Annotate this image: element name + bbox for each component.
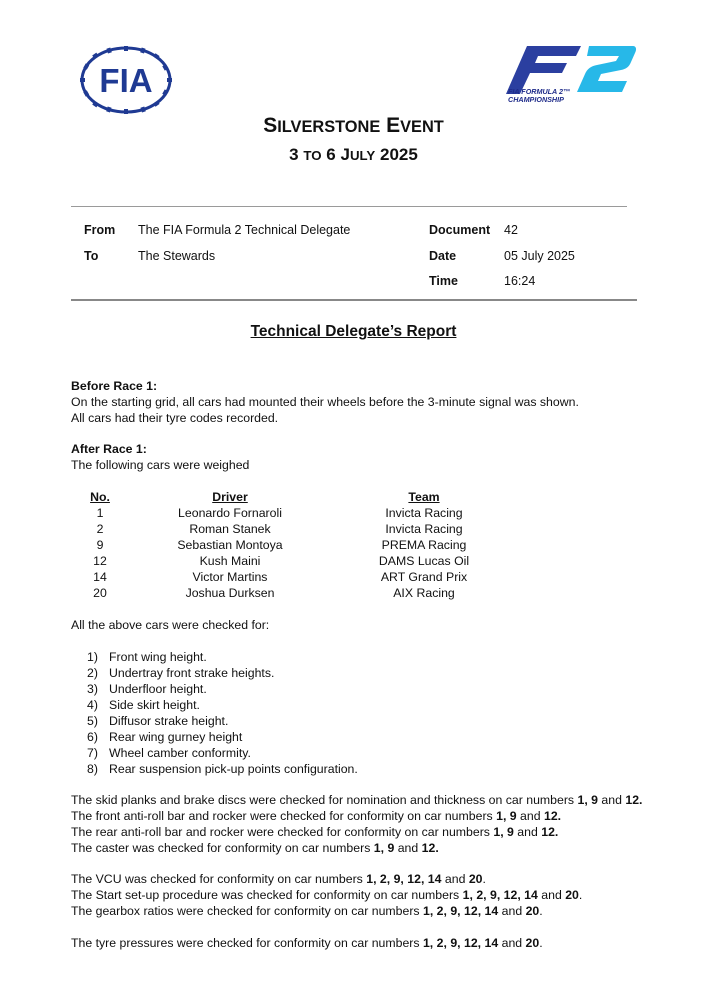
line-text: . xyxy=(539,936,543,950)
line-text: The front anti-roll bar and rocker were checked for conformity on car numbers xyxy=(71,809,497,823)
date-label: Date xyxy=(429,249,457,263)
team-name: PREMA Racing xyxy=(381,538,467,552)
event-dates-part: 6 xyxy=(326,145,336,164)
event-dates-part: ULY xyxy=(349,148,376,163)
report-line xyxy=(71,809,561,823)
list-item xyxy=(87,666,274,680)
report-line xyxy=(71,841,439,855)
event-dates-part: TO xyxy=(303,148,322,163)
from-label: From xyxy=(84,223,116,237)
fia-logo-icon xyxy=(80,46,172,114)
date-value: 05 July 2025 xyxy=(504,249,575,263)
car-numbers: 1, 9 xyxy=(577,793,598,807)
car-number: 9 xyxy=(96,538,104,552)
driver-name: Joshua Durksen xyxy=(185,586,275,600)
list-number: 7) xyxy=(87,746,98,760)
list-number: 3) xyxy=(87,682,98,696)
event-title xyxy=(0,114,707,138)
car-number: 12 xyxy=(93,554,107,568)
team-name: AIX Racing xyxy=(393,586,455,600)
driver-name: Leonardo Fornaroli xyxy=(178,506,282,520)
after-race-heading: After Race 1: xyxy=(71,442,147,456)
line-text: and xyxy=(513,825,542,839)
car-numbers: 1, 9 xyxy=(496,809,517,823)
event-title-part: VENT xyxy=(400,118,444,136)
report-line xyxy=(71,888,582,902)
list-number: 4) xyxy=(87,698,98,712)
list-number: 8) xyxy=(87,762,98,776)
team-name: DAMS Lucas Oil xyxy=(378,554,470,568)
list-text: Undertray front strake heights. xyxy=(109,666,275,680)
table-header-team: Team xyxy=(408,490,440,504)
car-numbers: 20 xyxy=(565,888,579,902)
driver-name: Roman Stanek xyxy=(189,522,271,536)
time-label: Time xyxy=(429,274,458,288)
to-label: To xyxy=(84,249,99,263)
list-text: Front wing height. xyxy=(109,650,207,664)
header-divider-bottom xyxy=(71,299,637,301)
event-dates xyxy=(0,145,707,165)
after-race-intro: The following cars were weighed xyxy=(71,458,250,472)
car-numbers: 20 xyxy=(525,936,540,950)
line-text: and xyxy=(498,904,526,918)
line-text: The gearbox ratios were checked for conformity on car numbers xyxy=(71,904,423,918)
report-line xyxy=(71,825,558,839)
line-text: and xyxy=(441,872,469,886)
table-header-no: No. xyxy=(90,490,110,504)
list-item xyxy=(87,714,228,728)
report-title: Technical Delegate’s Report xyxy=(250,323,457,340)
team-name: ART Grand Prix xyxy=(380,570,468,584)
report-line xyxy=(71,793,642,807)
report-line xyxy=(71,936,543,950)
list-text: Side skirt height. xyxy=(109,698,200,712)
f2-logo-sub-line1: FIA FORMULA 2™ xyxy=(508,87,571,96)
before-race-heading: Before Race 1: xyxy=(71,379,158,393)
event-dates-part: 3 xyxy=(289,145,299,164)
list-number: 5) xyxy=(87,714,98,728)
event-title-part: E xyxy=(386,114,401,137)
list-item xyxy=(87,730,242,744)
report-line xyxy=(71,872,486,886)
list-number: 2) xyxy=(87,666,98,680)
line-text: . xyxy=(539,904,543,918)
car-number: 14 xyxy=(93,570,107,584)
list-text: Diffusor strake height. xyxy=(109,714,229,728)
car-number: 2 xyxy=(96,522,104,536)
list-number: 1) xyxy=(87,650,98,664)
before-race-line: All cars had their tyre codes recorded. xyxy=(71,411,279,425)
line-text: The caster was checked for conformity on car numbers xyxy=(71,841,374,855)
event-dates-part: 2025 xyxy=(379,145,418,164)
driver-name: Sebastian Montoya xyxy=(177,538,283,552)
car-numbers: 12. xyxy=(421,841,439,855)
list-text: Underfloor height. xyxy=(109,682,207,696)
header-divider-top xyxy=(71,206,627,207)
checked-intro: All the above cars were checked for: xyxy=(71,618,270,632)
driver-name: Victor Martins xyxy=(192,570,268,584)
list-item xyxy=(87,650,207,664)
list-text: Rear suspension pick-up points configuration. xyxy=(109,762,358,776)
car-number: 1 xyxy=(96,506,104,520)
f2-logo-subtitle xyxy=(508,88,628,104)
line-text: and xyxy=(598,793,626,807)
team-name: Invicta Racing xyxy=(385,506,463,520)
list-item xyxy=(87,698,200,712)
event-title-part: S xyxy=(263,114,278,137)
car-number: 20 xyxy=(93,586,107,600)
team-name: Invicta Racing xyxy=(385,522,463,536)
document-label: Document xyxy=(429,223,491,237)
driver-name: Kush Maini xyxy=(199,554,261,568)
line-text: The rear anti-roll bar and rocker were checked for conformity on car numbers xyxy=(71,825,494,839)
list-text: Rear wing gurney height xyxy=(109,730,243,744)
line-text: and xyxy=(516,809,544,823)
list-text: Wheel camber conformity. xyxy=(109,746,251,760)
car-numbers: 12. xyxy=(625,793,643,807)
f2-logo-sub-line2: CHAMPIONSHIP xyxy=(508,95,564,104)
car-numbers: 12. xyxy=(543,809,562,823)
time-value: 16:24 xyxy=(504,274,536,288)
event-dates-part: J xyxy=(340,145,350,164)
list-item xyxy=(87,682,207,696)
car-numbers: 1, 9 xyxy=(493,825,514,839)
report-line xyxy=(71,904,543,918)
line-text: The tyre pressures were checked for conformity on car numbers xyxy=(71,936,423,950)
car-numbers: 1, 9 xyxy=(373,841,395,855)
from-value: The FIA Formula 2 Technical Delegate xyxy=(138,223,351,237)
list-item xyxy=(87,762,358,776)
line-text: The skid planks and brake discs were checked for nomination and thickness on car numbers xyxy=(71,793,578,807)
line-text: and xyxy=(537,888,566,902)
car-numbers: 1, 2, 9, 12, 14 xyxy=(462,888,538,902)
car-numbers: 1, 2, 9, 12, 14 xyxy=(422,936,499,950)
before-race-line: On the starting grid, all cars had mounted their wheels before the 3-minute signal was shown. xyxy=(71,395,579,409)
list-item xyxy=(87,746,251,760)
line-text: . xyxy=(578,888,583,902)
car-numbers: 20 xyxy=(525,904,540,918)
table-header-driver: Driver xyxy=(212,490,248,504)
document-value: 42 xyxy=(504,223,518,237)
line-text: . xyxy=(482,872,486,886)
line-text: and xyxy=(394,841,422,855)
line-text: The Start set-up procedure was checked for conformity on car numbers xyxy=(71,888,463,902)
event-title-part: ILVERSTONE xyxy=(277,118,381,136)
car-numbers: 20 xyxy=(468,872,483,886)
car-numbers: 12. xyxy=(541,825,559,839)
car-numbers: 1, 2, 9, 12, 14 xyxy=(423,904,499,918)
to-value: The Stewards xyxy=(138,249,216,263)
svg-text:FIA: FIA xyxy=(99,62,153,99)
line-text: and xyxy=(498,936,526,950)
car-numbers: 1, 2, 9, 12, 14 xyxy=(366,872,442,886)
line-text: The VCU was checked for conformity on car numbers xyxy=(71,872,367,886)
list-number: 6) xyxy=(87,730,98,744)
